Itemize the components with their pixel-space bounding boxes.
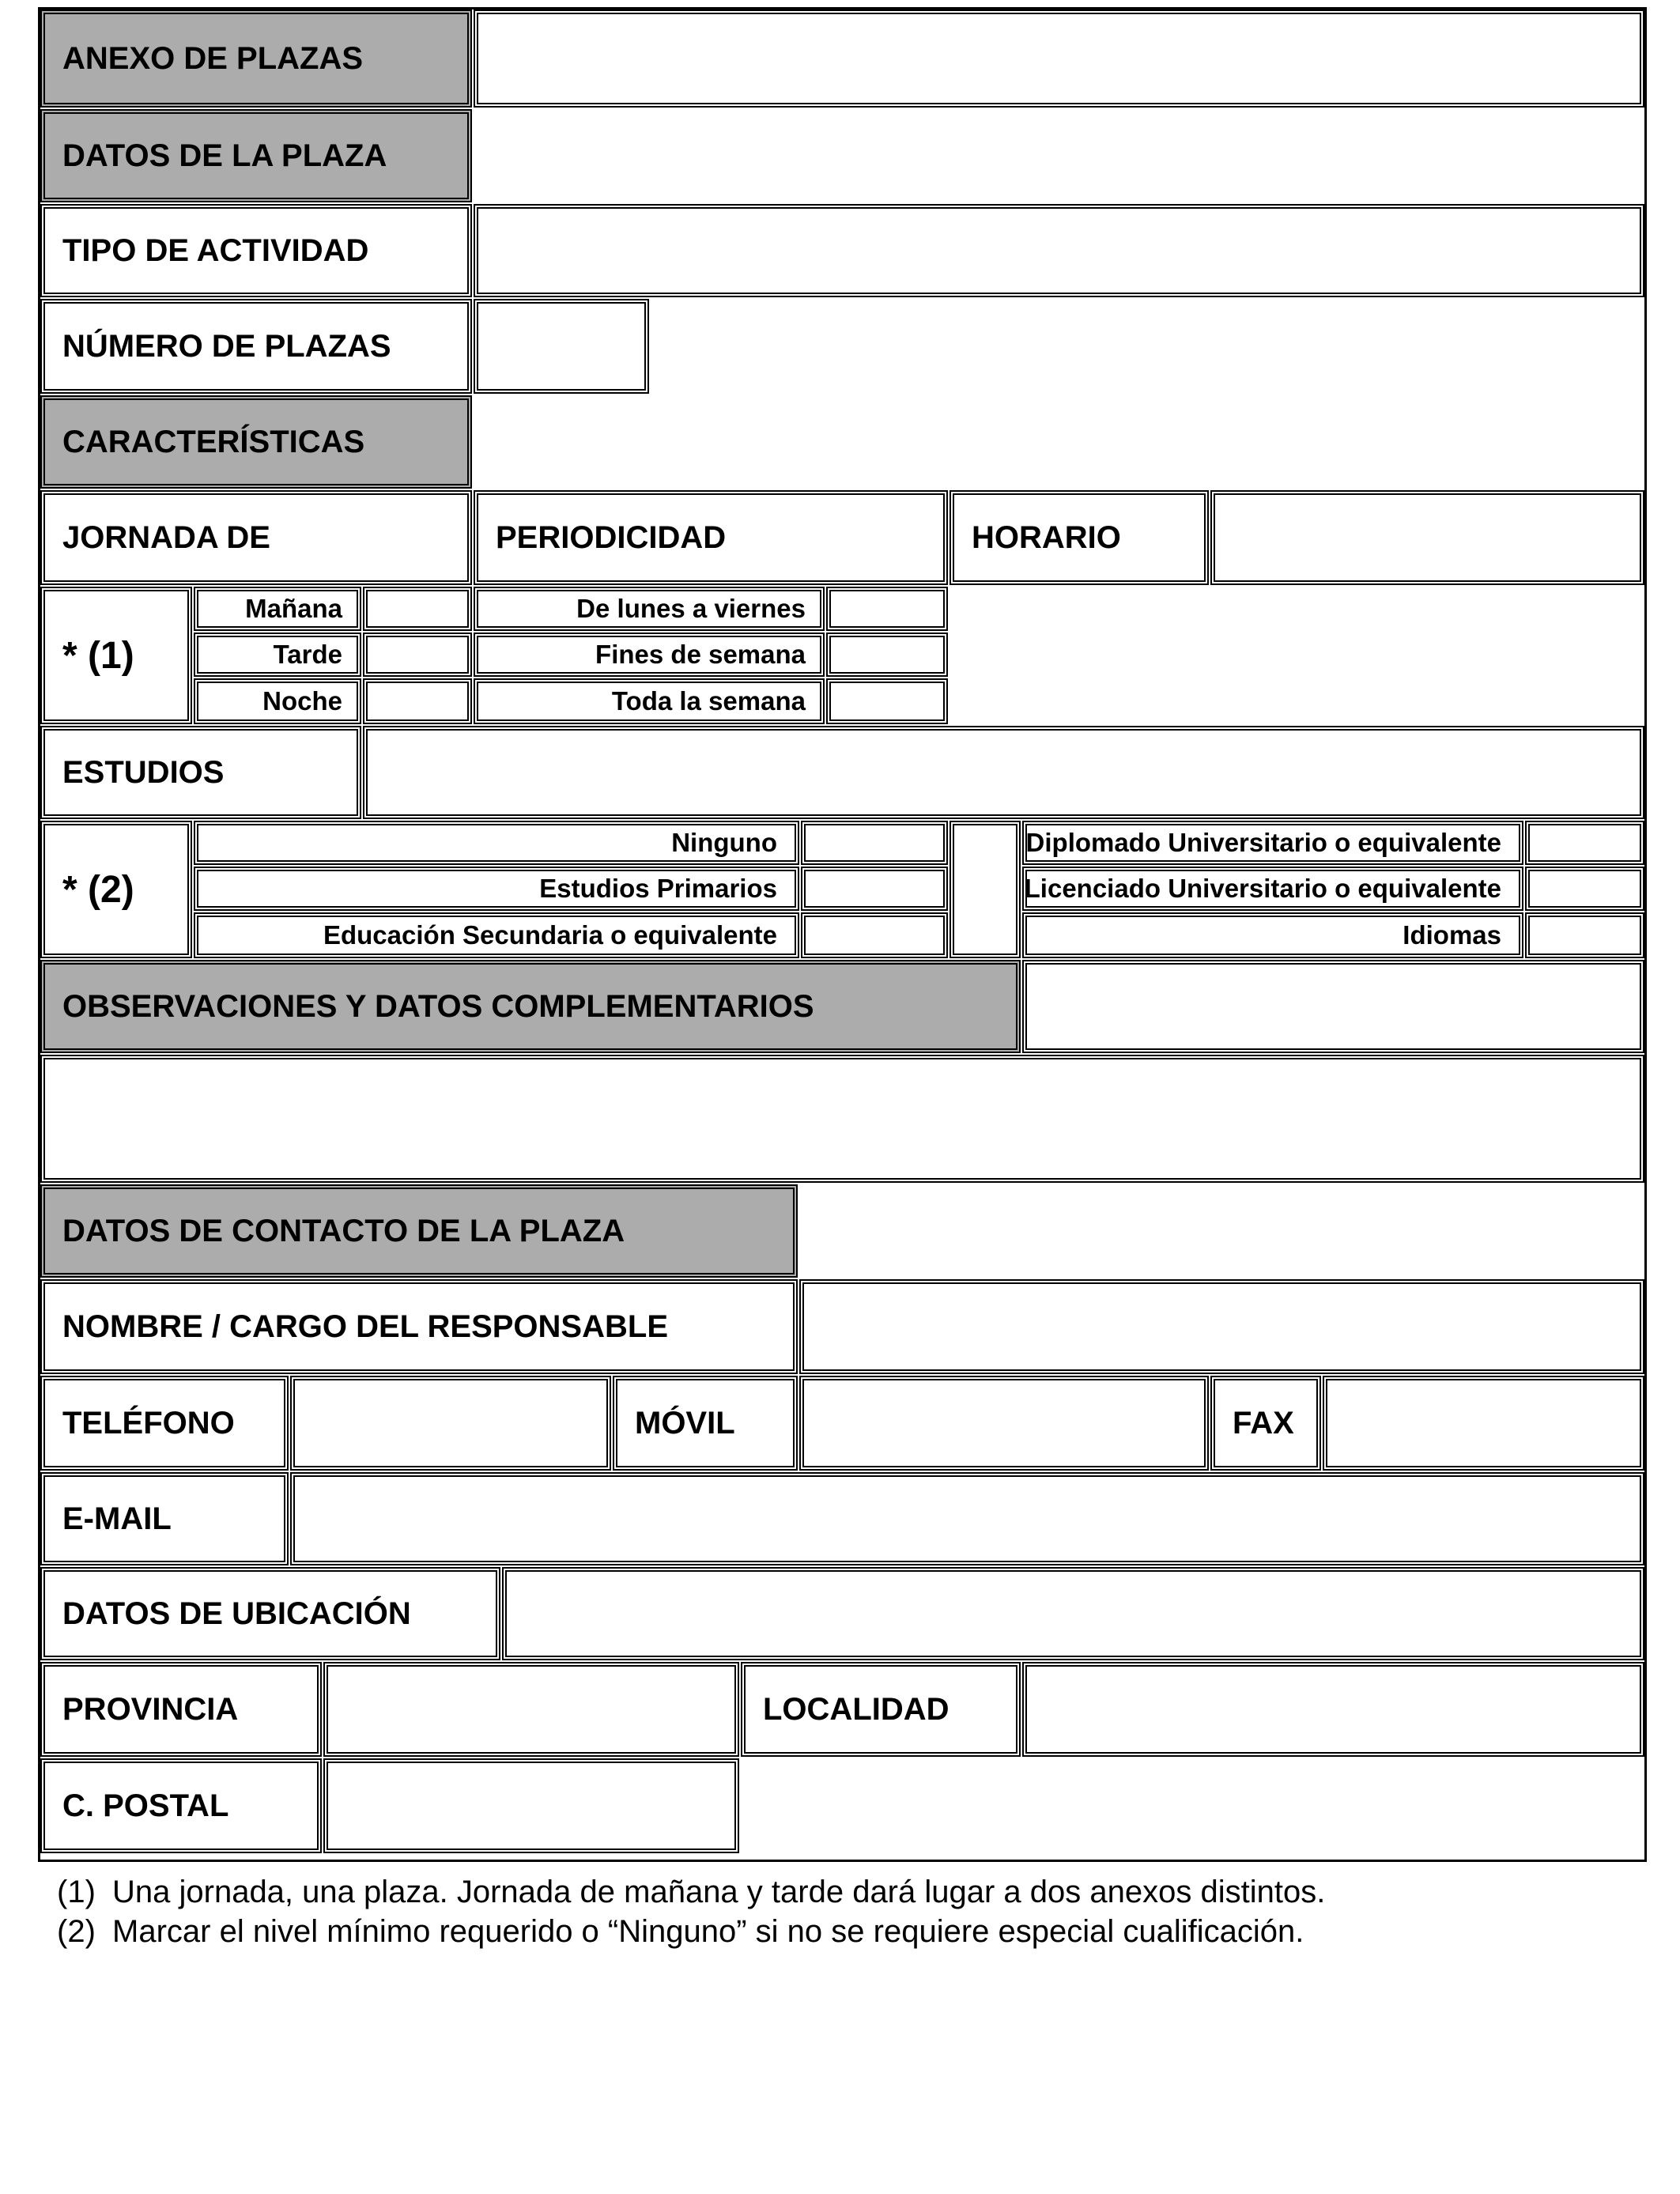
period-weekdays-label: De lunes a viernes — [576, 594, 806, 623]
marker-2: * (2) — [62, 868, 134, 911]
period-weekends-label: Fines de semana — [595, 640, 806, 669]
jornada-header-cell — [40, 490, 472, 585]
telefono-label-cell — [40, 1376, 289, 1471]
observaciones-textarea[interactable] — [40, 1055, 1644, 1183]
localidad-label: LOCALIDAD — [763, 1691, 949, 1727]
study-secundaria-cell — [194, 912, 799, 958]
shift-manana-cell — [194, 587, 361, 631]
estudios-field[interactable] — [363, 726, 1644, 819]
marker-1: * (1) — [62, 634, 134, 677]
observaciones-label-cell — [40, 960, 1021, 1053]
shift-tarde-label: Tarde — [273, 640, 342, 669]
shift-noche-checkbox[interactable] — [363, 678, 472, 724]
shift-tarde-cell — [194, 633, 361, 677]
horario-label: HORARIO — [972, 519, 1121, 555]
footnote-2-text: Marcar el nivel mínimo requerido o “Ninguno” si no se requiere especial cualificación. — [112, 1914, 1304, 1949]
observaciones-label: OBSERVACIONES Y DATOS COMPLEMENTARIOS — [62, 988, 814, 1024]
responsable-field[interactable] — [799, 1279, 1644, 1374]
footnote-1-number: (1) — [57, 1875, 96, 1909]
study-primarios-label: Estudios Primarios — [539, 874, 777, 903]
footnote-2-number: (2) — [57, 1914, 96, 1949]
shift-noche-cell — [194, 678, 361, 724]
anexo-field[interactable] — [474, 9, 1644, 108]
study-primarios-cell — [194, 867, 799, 911]
footnote-1-text: Una jornada, una plaza. Jornada de mañana y tarde dará lugar a dos anexos distintos. — [112, 1875, 1326, 1909]
period-weekends-cell — [474, 633, 825, 677]
tipo-actividad-label-cell — [40, 204, 472, 297]
anexo-label-cell — [40, 9, 472, 108]
tipo-actividad-label: TIPO DE ACTIVIDAD — [62, 232, 369, 268]
email-field[interactable] — [290, 1472, 1644, 1565]
shift-manana-label: Mañana — [245, 594, 342, 623]
study-diplomado-checkbox[interactable] — [1525, 821, 1644, 865]
period-all-week-checkbox[interactable] — [826, 678, 948, 724]
localidad-field[interactable] — [1022, 1662, 1644, 1757]
study-idiomas-cell — [1022, 912, 1523, 958]
provincia-field[interactable] — [323, 1662, 739, 1757]
periodicidad-label: PERIODICIDAD — [496, 519, 727, 555]
study-secundaria-checkbox[interactable] — [801, 912, 948, 958]
responsable-label-cell — [40, 1279, 798, 1374]
numero-plazas-label: NÚMERO DE PLAZAS — [62, 328, 391, 364]
localidad-label-cell — [741, 1662, 1021, 1757]
ubicacion-label-cell — [40, 1567, 500, 1660]
observaciones-side-field[interactable] — [1022, 960, 1644, 1053]
study-idiomas-checkbox[interactable] — [1525, 912, 1644, 958]
period-weekdays-cell — [474, 587, 825, 631]
datos-plaza-label: DATOS DE LA PLAZA — [62, 138, 387, 173]
postal-label-cell — [40, 1758, 322, 1853]
responsable-label: NOMBRE / CARGO DEL RESPONSABLE — [62, 1308, 668, 1344]
period-weekdays-checkbox[interactable] — [826, 587, 948, 631]
contacto-title: DATOS DE CONTACTO DE LA PLAZA — [62, 1213, 625, 1248]
movil-field[interactable] — [799, 1376, 1209, 1471]
study-licenciado-cell — [1022, 867, 1523, 911]
numero-plazas-label-cell — [40, 299, 472, 394]
study-diplomado-cell — [1022, 821, 1523, 865]
provincia-label: PROVINCIA — [62, 1691, 239, 1727]
email-label: E-MAIL — [62, 1501, 172, 1536]
horario-field[interactable] — [1210, 490, 1644, 585]
footnote-1 — [57, 1872, 1325, 1912]
study-licenciado-checkbox[interactable] — [1525, 867, 1644, 911]
caracteristicas-label: CARACTERÍSTICAS — [62, 424, 365, 459]
horario-header-cell — [949, 490, 1209, 585]
ubicacion-field[interactable] — [502, 1567, 1644, 1660]
period-all-week-cell — [474, 678, 825, 724]
study-idiomas-label: Idiomas — [1403, 920, 1501, 950]
shift-tarde-checkbox[interactable] — [363, 633, 472, 677]
marker-2-cell — [40, 821, 192, 958]
postal-field[interactable] — [323, 1758, 739, 1853]
footnotes — [57, 1872, 1325, 1951]
study-spacer-cell — [949, 821, 1021, 958]
movil-label-cell — [613, 1376, 798, 1471]
anexo-label: ANEXO DE PLAZAS — [62, 40, 364, 76]
ubicacion-label: DATOS DE UBICACIÓN — [62, 1595, 411, 1631]
tipo-actividad-field[interactable] — [474, 204, 1644, 297]
numero-plazas-field[interactable] — [474, 299, 649, 394]
period-all-week-label: Toda la semana — [611, 686, 806, 716]
study-primarios-checkbox[interactable] — [801, 867, 948, 911]
email-label-cell — [40, 1472, 289, 1565]
periodicidad-header-cell — [474, 490, 948, 585]
fax-label: FAX — [1233, 1405, 1294, 1441]
postal-label: C. POSTAL — [62, 1788, 229, 1823]
study-ninguno-label: Ninguno — [671, 828, 777, 857]
footnote-2 — [57, 1912, 1325, 1951]
shift-noche-label: Noche — [262, 686, 342, 716]
contacto-title-cell — [40, 1184, 798, 1278]
study-ninguno-checkbox[interactable] — [801, 821, 948, 865]
movil-label: MÓVIL — [635, 1405, 735, 1441]
provincia-label-cell — [40, 1662, 322, 1757]
estudios-label-cell — [40, 726, 361, 819]
shift-manana-checkbox[interactable] — [363, 587, 472, 631]
fax-label-cell — [1210, 1376, 1321, 1471]
study-licenciado-label: Licenciado Universitario o equivalente — [1024, 874, 1501, 903]
datos-plaza-label-cell — [40, 109, 472, 202]
caracteristicas-label-cell — [40, 395, 472, 489]
marker-1-cell — [40, 587, 192, 724]
study-secundaria-label: Educación Secundaria o equivalente — [323, 920, 777, 950]
fax-field[interactable] — [1323, 1376, 1644, 1471]
telefono-field[interactable] — [290, 1376, 611, 1471]
study-diplomado-label: Diplomado Universitario o equivalente — [1025, 828, 1501, 857]
jornada-de-label: JORNADA DE — [62, 519, 270, 555]
telefono-label: TELÉFONO — [62, 1405, 235, 1441]
study-ninguno-cell — [194, 821, 799, 865]
period-weekends-checkbox[interactable] — [826, 633, 948, 677]
estudios-label: ESTUDIOS — [62, 754, 225, 790]
